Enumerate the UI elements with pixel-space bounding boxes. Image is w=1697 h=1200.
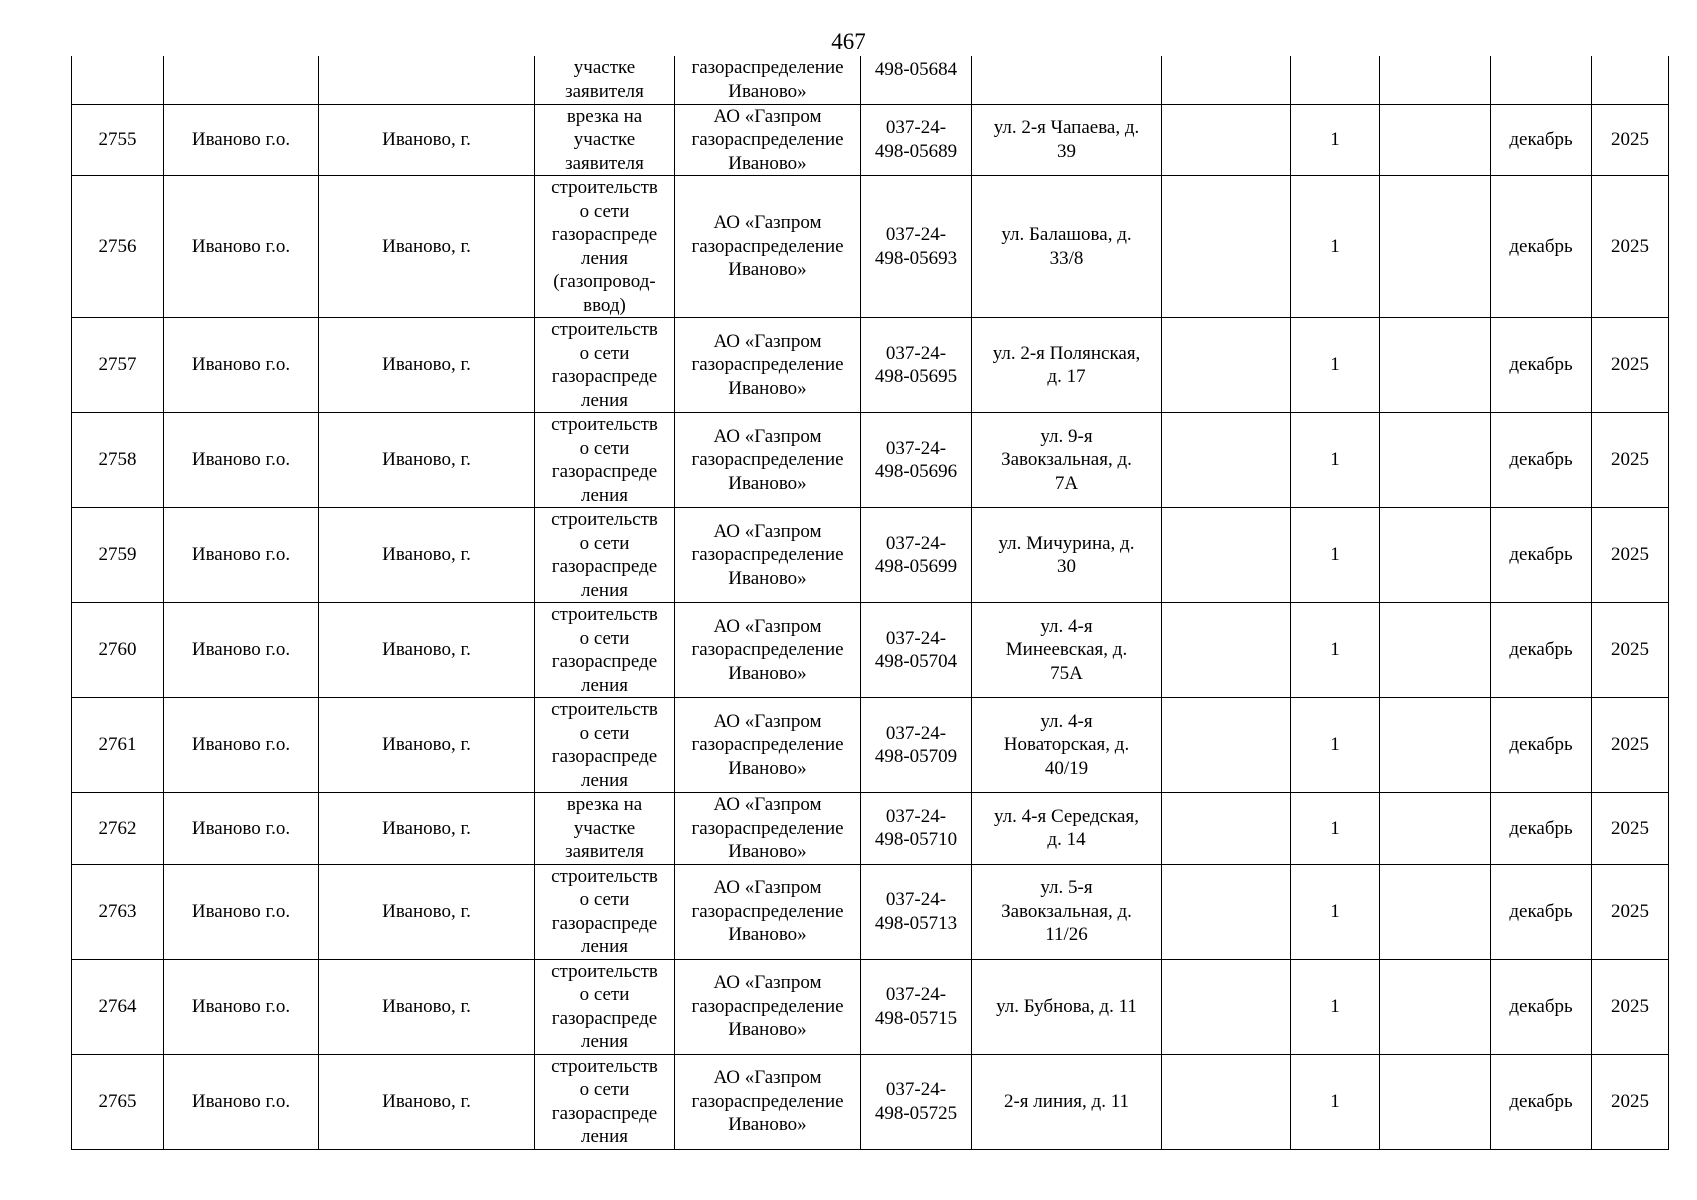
cell-district: Иваново г.о. — [164, 318, 319, 413]
cell-number: 037-24- 498-05696 — [861, 413, 972, 508]
cell-col10 — [1380, 698, 1491, 793]
cell-work-type: строительств о сети газораспреде ления — [535, 413, 675, 508]
cell-n: 2765 — [72, 1054, 164, 1149]
cell-district: Иваново г.о. — [164, 508, 319, 603]
cell-col8 — [1162, 959, 1291, 1054]
cell-address: ул. 5-я Завокзальная, д. 11/26 — [972, 864, 1162, 959]
cell-work-type: врезка на участке заявителя — [535, 104, 675, 176]
cell-organization: АО «Газпром газораспределение Иваново» — [675, 508, 861, 603]
cell-locality: Иваново, г. — [319, 413, 535, 508]
cell-qty: 1 — [1291, 959, 1380, 1054]
cell-year: 2025 — [1592, 318, 1669, 413]
cell-address: ул. Бубнова, д. 11 — [972, 959, 1162, 1054]
cell-year: 2025 — [1592, 1054, 1669, 1149]
cell-address: 2-я линия, д. 11 — [972, 1054, 1162, 1149]
cell-locality: Иваново, г. — [319, 959, 535, 1054]
cell-col10 — [1380, 413, 1491, 508]
cell-district: Иваново г.о. — [164, 864, 319, 959]
cell-district: Иваново г.о. — [164, 1054, 319, 1149]
cell-month: декабрь — [1491, 413, 1592, 508]
cell-locality: Иваново, г. — [319, 318, 535, 413]
cell-locality: Иваново, г. — [319, 508, 535, 603]
table-row — [72, 104, 1669, 176]
cell-col8 — [1162, 793, 1291, 865]
cell-qty: 1 — [1291, 176, 1380, 318]
cell-month: декабрь — [1491, 318, 1592, 413]
cell-col8 — [1162, 318, 1291, 413]
cell-n: 2761 — [72, 698, 164, 793]
cell-n: 2759 — [72, 508, 164, 603]
cell-locality — [319, 56, 535, 104]
cell-n: 2760 — [72, 603, 164, 698]
table-row — [72, 603, 1669, 698]
cell-locality: Иваново, г. — [319, 176, 535, 318]
cell-col10 — [1380, 176, 1491, 318]
cell-work-type: строительств о сети газораспреде ления — [535, 698, 675, 793]
cell-col8 — [1162, 698, 1291, 793]
cell-work-type: участке заявителя — [535, 56, 675, 104]
cell-n: 2756 — [72, 176, 164, 318]
table-row — [72, 864, 1669, 959]
cell-col8 — [1162, 104, 1291, 176]
cell-col10 — [1380, 1054, 1491, 1149]
cell-number: 037-24- 498-05725 — [861, 1054, 972, 1149]
table-row — [72, 959, 1669, 1054]
cell-year: 2025 — [1592, 104, 1669, 176]
cell-organization: АО «Газпром газораспределение Иваново» — [675, 104, 861, 176]
cell-number: 037-24- 498-05689 — [861, 104, 972, 176]
cell-col8 — [1162, 413, 1291, 508]
continued-row — [72, 56, 1669, 104]
cell-month: декабрь — [1491, 959, 1592, 1054]
table-row — [72, 508, 1669, 603]
cell-work-type: строительств о сети газораспреде ления — [535, 508, 675, 603]
cell-number: 037-24- 498-05713 — [861, 864, 972, 959]
cell-address: ул. Балашова, д. 33/8 — [972, 176, 1162, 318]
cell-qty: 1 — [1291, 793, 1380, 865]
cell-organization: АО «Газпром газораспределение Иваново» — [675, 1054, 861, 1149]
cell-year: 2025 — [1592, 698, 1669, 793]
cell-organization: АО «Газпром газораспределение Иваново» — [675, 603, 861, 698]
cell-locality: Иваново, г. — [319, 698, 535, 793]
cell-qty: 1 — [1291, 698, 1380, 793]
cell-month: декабрь — [1491, 603, 1592, 698]
cell-col10 — [1380, 318, 1491, 413]
cell-n: 2763 — [72, 864, 164, 959]
page-number: 467 — [831, 29, 866, 54]
cell-col10 — [1380, 104, 1491, 176]
cell-work-type: строительств о сети газораспреде ления (газопровод- ввод) — [535, 176, 675, 318]
table-row — [72, 413, 1669, 508]
cell-district — [164, 56, 319, 104]
cell-number: 037-24- 498-05715 — [861, 959, 972, 1054]
cell-col10 — [1380, 959, 1491, 1054]
cell-district: Иваново г.о. — [164, 959, 319, 1054]
table-row — [72, 793, 1669, 865]
cell-month: декабрь — [1491, 793, 1592, 865]
cell-number: 037-24- 498-05699 — [861, 508, 972, 603]
cell-qty: 1 — [1291, 1054, 1380, 1149]
cell-col8 — [1162, 603, 1291, 698]
cell-month: декабрь — [1491, 176, 1592, 318]
cell-year: 2025 — [1592, 864, 1669, 959]
cell-n — [72, 56, 164, 104]
cell-address: ул. 9-я Завокзальная, д. 7А — [972, 413, 1162, 508]
table-body — [72, 56, 1669, 1149]
cell-col10 — [1380, 508, 1491, 603]
cell-month: декабрь — [1491, 508, 1592, 603]
cell-number: 037-24- 498-05709 — [861, 698, 972, 793]
cell-month: декабрь — [1491, 864, 1592, 959]
cell-month: декабрь — [1491, 1054, 1592, 1149]
cell-address: ул. Мичурина, д. 30 — [972, 508, 1162, 603]
cell-col8 — [1162, 176, 1291, 318]
cell-year — [1592, 56, 1669, 104]
cell-organization: АО «Газпром газораспределение Иваново» — [675, 864, 861, 959]
cell-n: 2757 — [72, 318, 164, 413]
cell-qty: 1 — [1291, 508, 1380, 603]
cell-work-type: строительств о сети газораспреде ления — [535, 959, 675, 1054]
cell-col8 — [1162, 1054, 1291, 1149]
cell-n: 2758 — [72, 413, 164, 508]
cell-year: 2025 — [1592, 793, 1669, 865]
table-row — [72, 176, 1669, 318]
cell-col8 — [1162, 864, 1291, 959]
cell-address: ул. 4-я Минеевская, д. 75А — [972, 603, 1162, 698]
cell-col10 — [1380, 603, 1491, 698]
cell-work-type: строительств о сети газораспреде ления — [535, 1054, 675, 1149]
cell-col10 — [1380, 793, 1491, 865]
cell-year: 2025 — [1592, 508, 1669, 603]
cell-year: 2025 — [1592, 959, 1669, 1054]
cell-number: 037-24- 498-05710 — [861, 793, 972, 865]
cell-work-type: строительств о сети газораспреде ления — [535, 864, 675, 959]
cell-organization: АО «Газпром газораспределение Иваново» — [675, 413, 861, 508]
cell-address: ул. 4-я Новаторская, д. 40/19 — [972, 698, 1162, 793]
cell-district: Иваново г.о. — [164, 176, 319, 318]
cell-number: 037-24- 498-05704 — [861, 603, 972, 698]
cell-year: 2025 — [1592, 603, 1669, 698]
cell-address: ул. 2-я Чапаева, д. 39 — [972, 104, 1162, 176]
cell-district: Иваново г.о. — [164, 104, 319, 176]
cell-organization: АО «Газпром газораспределение Иваново» — [675, 698, 861, 793]
cell-locality: Иваново, г. — [319, 104, 535, 176]
cell-qty: 1 — [1291, 864, 1380, 959]
cell-year: 2025 — [1592, 413, 1669, 508]
cell-district: Иваново г.о. — [164, 698, 319, 793]
cell-locality: Иваново, г. — [319, 864, 535, 959]
cell-district: Иваново г.о. — [164, 603, 319, 698]
cell-col10 — [1380, 56, 1491, 104]
cell-number: 498-05684 — [861, 56, 972, 104]
cell-district: Иваново г.о. — [164, 413, 319, 508]
cell-district: Иваново г.о. — [164, 793, 319, 865]
cell-col8 — [1162, 56, 1291, 104]
cell-month — [1491, 56, 1592, 104]
cell-year: 2025 — [1592, 176, 1669, 318]
cell-col8 — [1162, 508, 1291, 603]
cell-work-type: строительств о сети газораспреде ления — [535, 318, 675, 413]
table-row — [72, 318, 1669, 413]
cell-organization: газораспределение Иваново» — [675, 56, 861, 104]
cell-locality: Иваново, г. — [319, 793, 535, 865]
cell-number: 037-24- 498-05695 — [861, 318, 972, 413]
cell-month: декабрь — [1491, 698, 1592, 793]
cell-locality: Иваново, г. — [319, 1054, 535, 1149]
cell-organization: АО «Газпром газораспределение Иваново» — [675, 176, 861, 318]
cell-qty: 1 — [1291, 104, 1380, 176]
cell-month: декабрь — [1491, 104, 1592, 176]
table-row — [72, 1054, 1669, 1149]
cell-number: 037-24- 498-05693 — [861, 176, 972, 318]
cell-qty — [1291, 56, 1380, 104]
cell-n: 2755 — [72, 104, 164, 176]
cell-qty: 1 — [1291, 603, 1380, 698]
cell-address: ул. 2-я Полянская, д. 17 — [972, 318, 1162, 413]
cell-organization: АО «Газпром газораспределение Иваново» — [675, 959, 861, 1054]
cell-work-type: врезка на участке заявителя — [535, 793, 675, 865]
cell-qty: 1 — [1291, 413, 1380, 508]
cell-address: ул. 4-я Середская, д. 14 — [972, 793, 1162, 865]
cell-address — [972, 56, 1162, 104]
cell-col10 — [1380, 864, 1491, 959]
cell-locality: Иваново, г. — [319, 603, 535, 698]
cell-work-type: строительств о сети газораспреде ления — [535, 603, 675, 698]
cell-organization: АО «Газпром газораспределение Иваново» — [675, 318, 861, 413]
cell-n: 2764 — [72, 959, 164, 1054]
cell-qty: 1 — [1291, 318, 1380, 413]
table-row — [72, 698, 1669, 793]
cell-n: 2762 — [72, 793, 164, 865]
cell-organization: АО «Газпром газораспределение Иваново» — [675, 793, 861, 865]
registry-table — [71, 56, 1669, 1150]
